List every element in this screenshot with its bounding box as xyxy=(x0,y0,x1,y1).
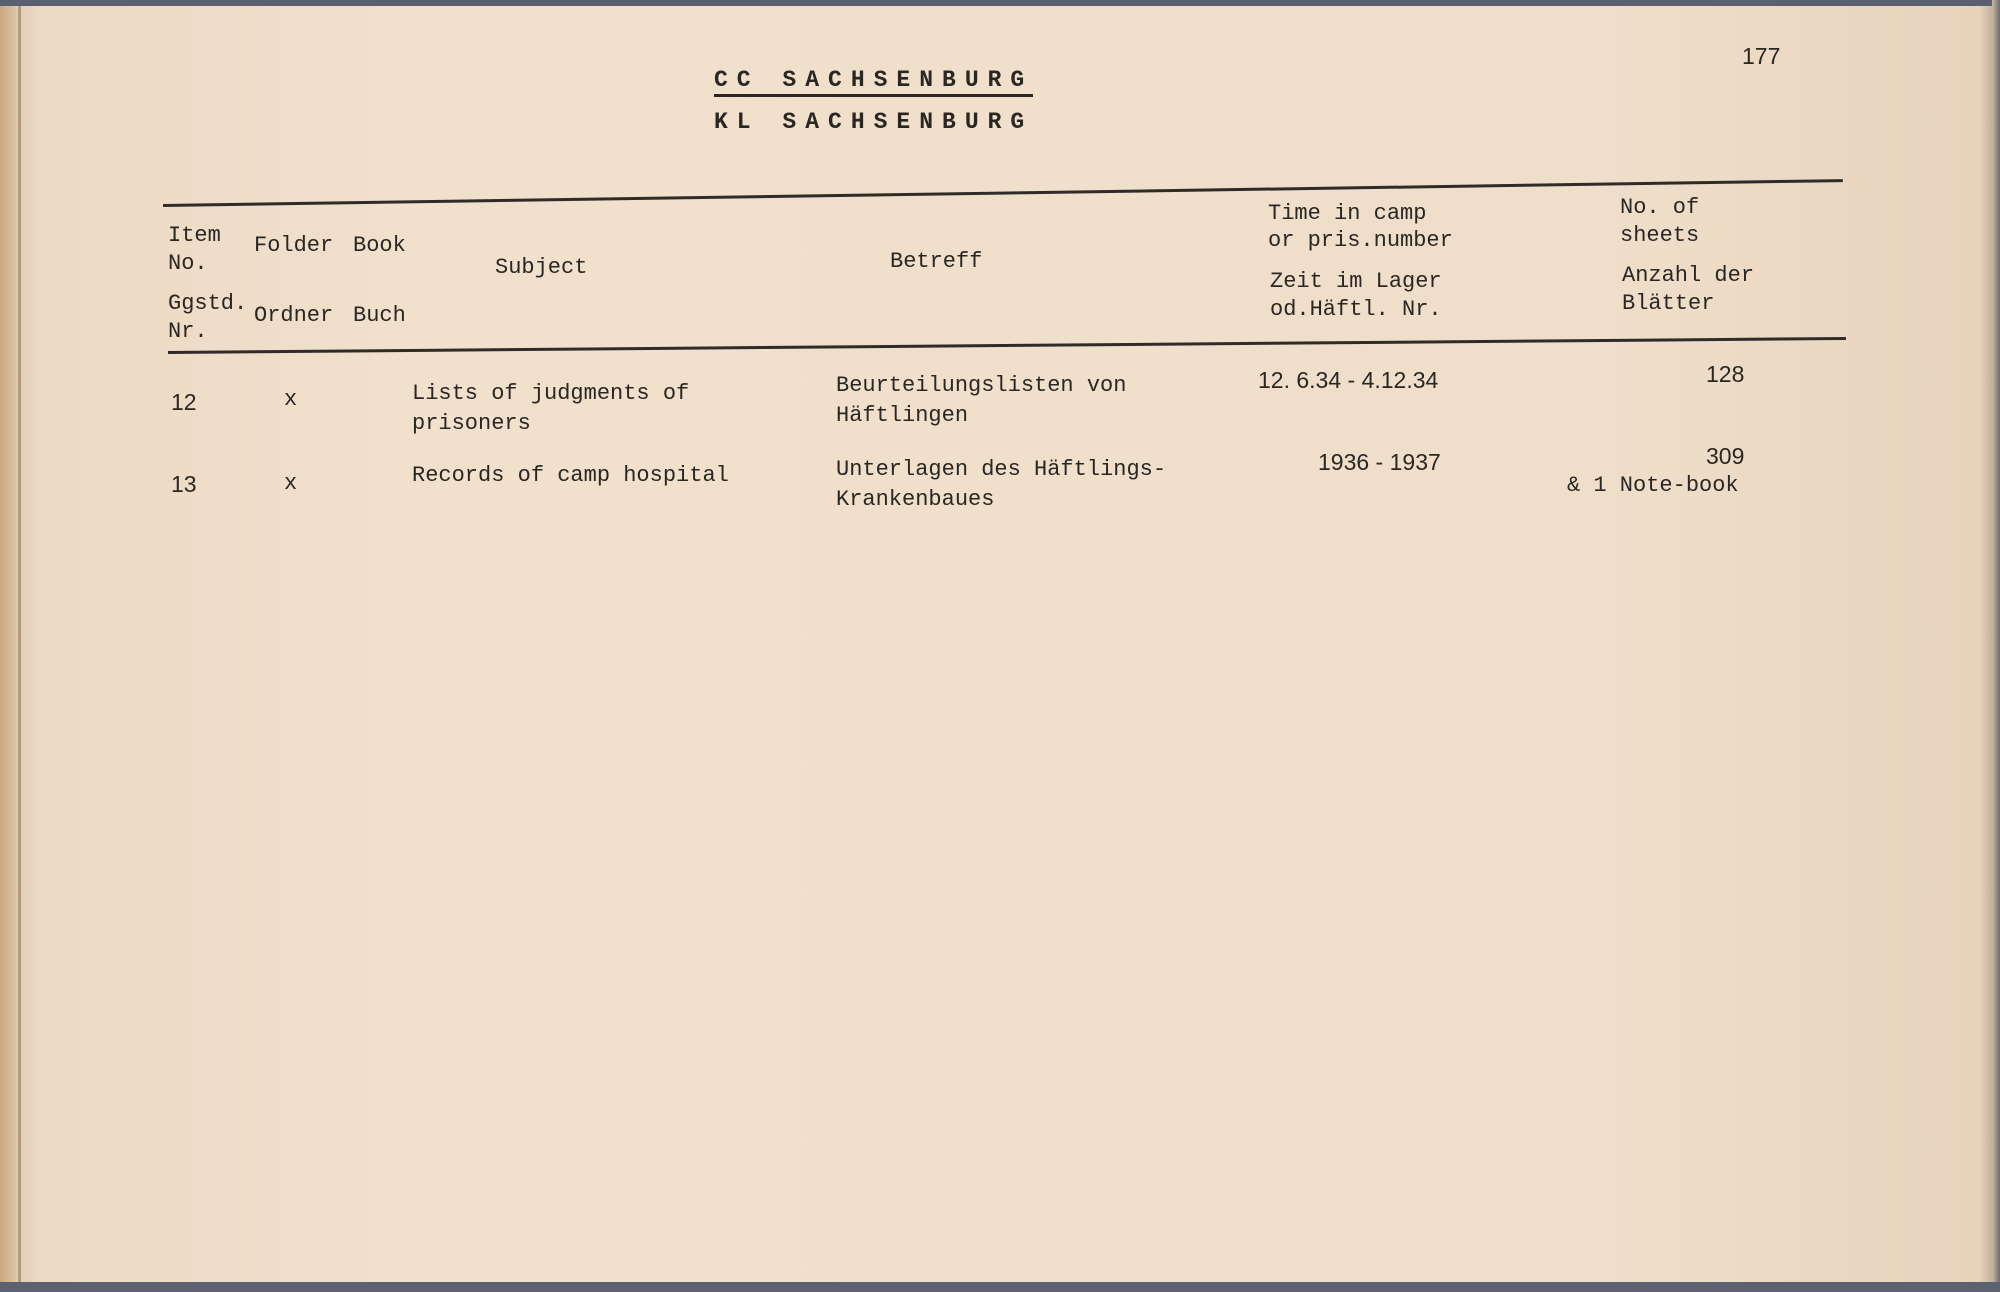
page-title xyxy=(714,66,1033,94)
col-item-en-1: Item xyxy=(168,223,221,248)
row-time: 1936 - 1937 xyxy=(1318,449,1441,475)
row-subject-1: Lists of judgments of xyxy=(412,381,690,406)
col-folder-en: Folder xyxy=(254,233,334,258)
right-page-edge xyxy=(1992,0,2000,1292)
row-betreff-2: Häftlingen xyxy=(836,403,969,428)
col-time-de-1: Zeit im Lager xyxy=(1270,269,1442,294)
col-time-en-2: or pris.number xyxy=(1268,228,1453,253)
col-betreff: Betreff xyxy=(890,249,983,274)
col-folder-de: Ordner xyxy=(254,303,334,328)
col-subject: Subject xyxy=(495,255,588,280)
row-folder-mark: x xyxy=(284,387,298,412)
col-item-en-2: No. xyxy=(168,251,208,276)
row-sheets: 128 xyxy=(1706,361,1745,387)
col-sheets-en-1: No. of xyxy=(1620,195,1700,220)
row-subject-2: prisoners xyxy=(412,411,531,436)
row-folder-mark: x xyxy=(284,471,298,496)
row-sheets-note: & 1 Note-book xyxy=(1567,473,1739,498)
col-item-de-1: Ggstd. xyxy=(168,291,248,316)
binding-edge xyxy=(0,0,16,1292)
col-sheets-de-1: Anzahl der xyxy=(1622,263,1755,288)
row-betreff-1: Unterlagen des Häftlings- xyxy=(836,457,1167,482)
col-sheets-de-2: Blätter xyxy=(1622,291,1715,316)
col-book-en: Book xyxy=(353,233,406,258)
col-time-en-1: Time in camp xyxy=(1268,201,1427,226)
row-item-no: 13 xyxy=(171,471,197,497)
row-time: 12. 6.34 - 4.12.34 xyxy=(1258,367,1439,393)
row-betreff-2: Krankenbaues xyxy=(836,487,995,512)
row-subject-1: Records of camp hospital xyxy=(412,463,729,488)
row-sheets: 309 xyxy=(1706,443,1745,469)
page-number: 177 xyxy=(1742,43,1781,69)
top-page-edge xyxy=(0,0,2000,6)
row-betreff-1: Beurteilungslisten von xyxy=(836,373,1127,398)
col-sheets-en-2: sheets xyxy=(1620,223,1700,248)
col-book-de: Buch xyxy=(353,303,406,328)
bottom-page-edge xyxy=(0,1282,2000,1292)
col-time-de-2: od.Häftl. Nr. xyxy=(1270,297,1442,322)
row-item-no: 12 xyxy=(171,389,197,415)
title-line-1: CC SACHSENBURG xyxy=(714,67,1033,97)
col-item-de-2: Nr. xyxy=(168,319,208,344)
page-subtitle: KL SACHSENBURG xyxy=(714,109,1034,135)
page-fold xyxy=(18,0,21,1292)
